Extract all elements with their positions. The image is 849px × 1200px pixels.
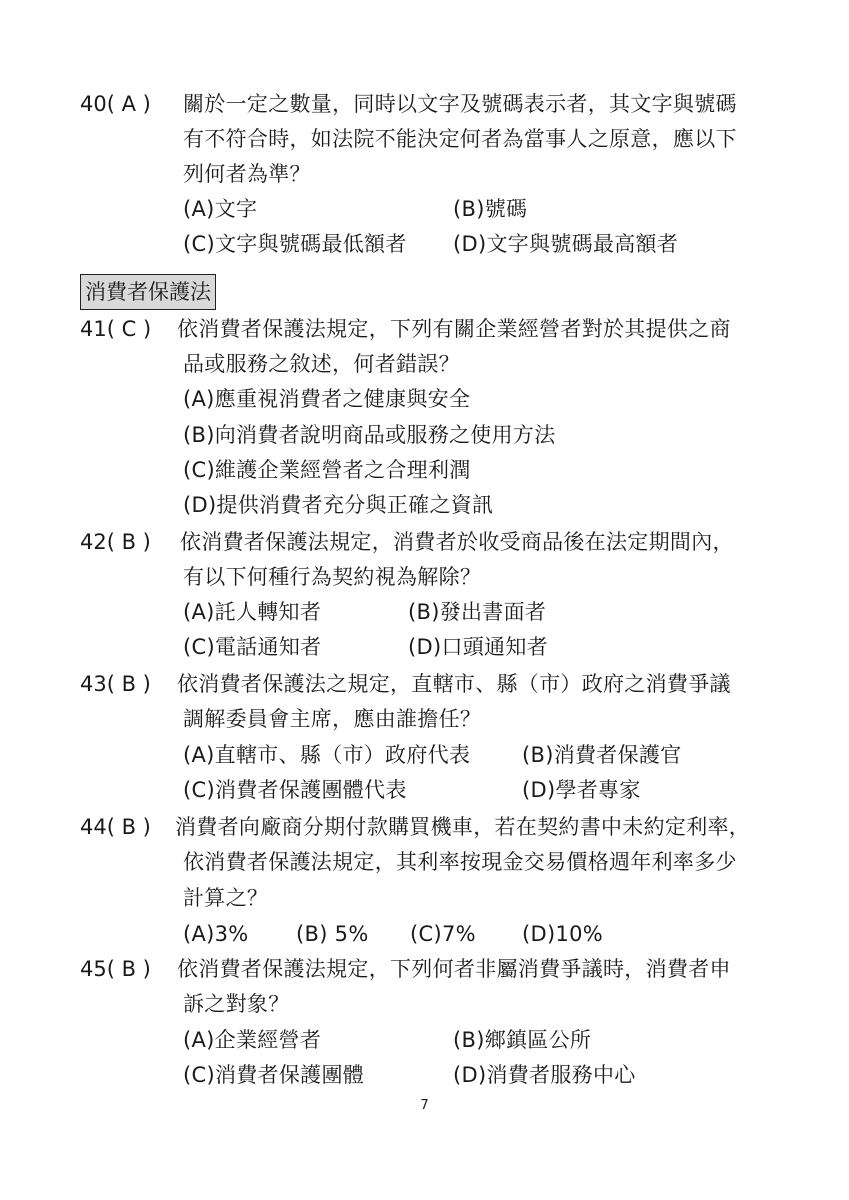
answer-key: ( A )	[106, 92, 151, 116]
option-a: (A)直轄市、縣（市）政府代表	[183, 743, 471, 767]
question-number	[80, 314, 151, 344]
page-number: 7	[420, 1098, 429, 1113]
option-b: (B)號碼	[453, 197, 528, 221]
option-d: (D)學者專家	[522, 778, 641, 802]
question-text-line: 依消費者保護法規定，下列何者非屬消費爭議時，消費者申	[177, 957, 731, 981]
option-b: (B)鄉鎮區公所	[453, 1028, 592, 1052]
question-number-value: 44	[80, 815, 107, 839]
question-number	[80, 89, 151, 119]
question-number-value: 42	[80, 530, 107, 554]
question-text-line: 有不符合時，如法院不能決定何者為當事人之原意，應以下	[183, 127, 737, 151]
question-text-line: 依消費者保護法之規定，直轄市、縣（市）政府之消費爭議	[177, 672, 731, 696]
option-c: (C)消費者保護團體	[183, 1063, 365, 1087]
question-number	[80, 812, 151, 842]
option-a: (A)企業經營者	[183, 1028, 322, 1052]
question-number-value: 45	[80, 957, 107, 981]
answer-key: ( B )	[106, 815, 151, 839]
question-text-line: 關於一定之數量，同時以文字及號碼表示者，其文字與號碼	[183, 92, 737, 116]
option-a: (A)託人轉知者	[183, 600, 322, 624]
option-c: (C)文字與號碼最低額者	[183, 232, 407, 256]
answer-key: ( B )	[106, 957, 151, 981]
option-d: (D)口頭通知者	[408, 635, 548, 659]
question-text-line: 計算之？	[183, 886, 269, 910]
option-d: (D)文字與號碼最高額者	[453, 232, 679, 256]
question-number	[80, 527, 151, 557]
section-title: 消費者保護法	[80, 274, 216, 310]
option-c: (C)維護企業經營者之合理利潤	[183, 458, 471, 482]
question-number	[80, 954, 151, 984]
question-text-line: 品或服務之敘述，何者錯誤？	[183, 352, 460, 376]
option-b: (B)消費者保護官	[522, 743, 682, 767]
question-text-line: 有以下何種行為契約視為解除？	[183, 565, 482, 589]
option-c: (C)電話通知者	[183, 635, 322, 659]
answer-key: ( B )	[106, 672, 151, 696]
question-number-value: 40	[80, 92, 107, 116]
question-text-line: 依消費者保護法規定，消費者於收受商品後在法定期間內，	[180, 530, 734, 554]
option-b: (B)發出書面者	[408, 600, 547, 624]
question-text-line: 消費者向廠商分期付款購買機車，若在契約書中未約定利率，	[175, 815, 751, 839]
option-d: (D)提供消費者充分與正確之資訊	[183, 493, 494, 517]
question-number-value: 41	[80, 317, 107, 341]
option-b: (B) 5%	[296, 922, 369, 946]
question-text-line: 依消費者保護法規定，其利率按現金交易價格週年利率多少	[183, 850, 737, 874]
option-d: (D)10%	[522, 922, 604, 946]
question-number	[80, 669, 151, 699]
option-c: (C)7%	[410, 922, 476, 946]
option-a: (A)3%	[183, 922, 249, 946]
option-c: (C)消費者保護團體代表	[183, 778, 407, 802]
answer-key: ( B )	[106, 530, 151, 554]
question-text-line: 列何者為準？	[183, 162, 311, 186]
question-text-line: 調解委員會主席，應由誰擔任？	[183, 707, 482, 731]
option-d: (D)消費者服務中心	[453, 1063, 636, 1087]
question-text-line: 訴之對象？	[183, 992, 290, 1016]
option-b: (B)向消費者說明商品或服務之使用方法	[183, 423, 556, 447]
answer-key: ( C )	[106, 317, 152, 341]
option-a: (A)應重視消費者之健康與安全	[183, 387, 471, 411]
question-number-value: 43	[80, 672, 107, 696]
option-a: (A)文字	[183, 197, 258, 221]
question-text-line: 依消費者保護法規定，下列有關企業經營者對於其提供之商	[177, 317, 731, 341]
